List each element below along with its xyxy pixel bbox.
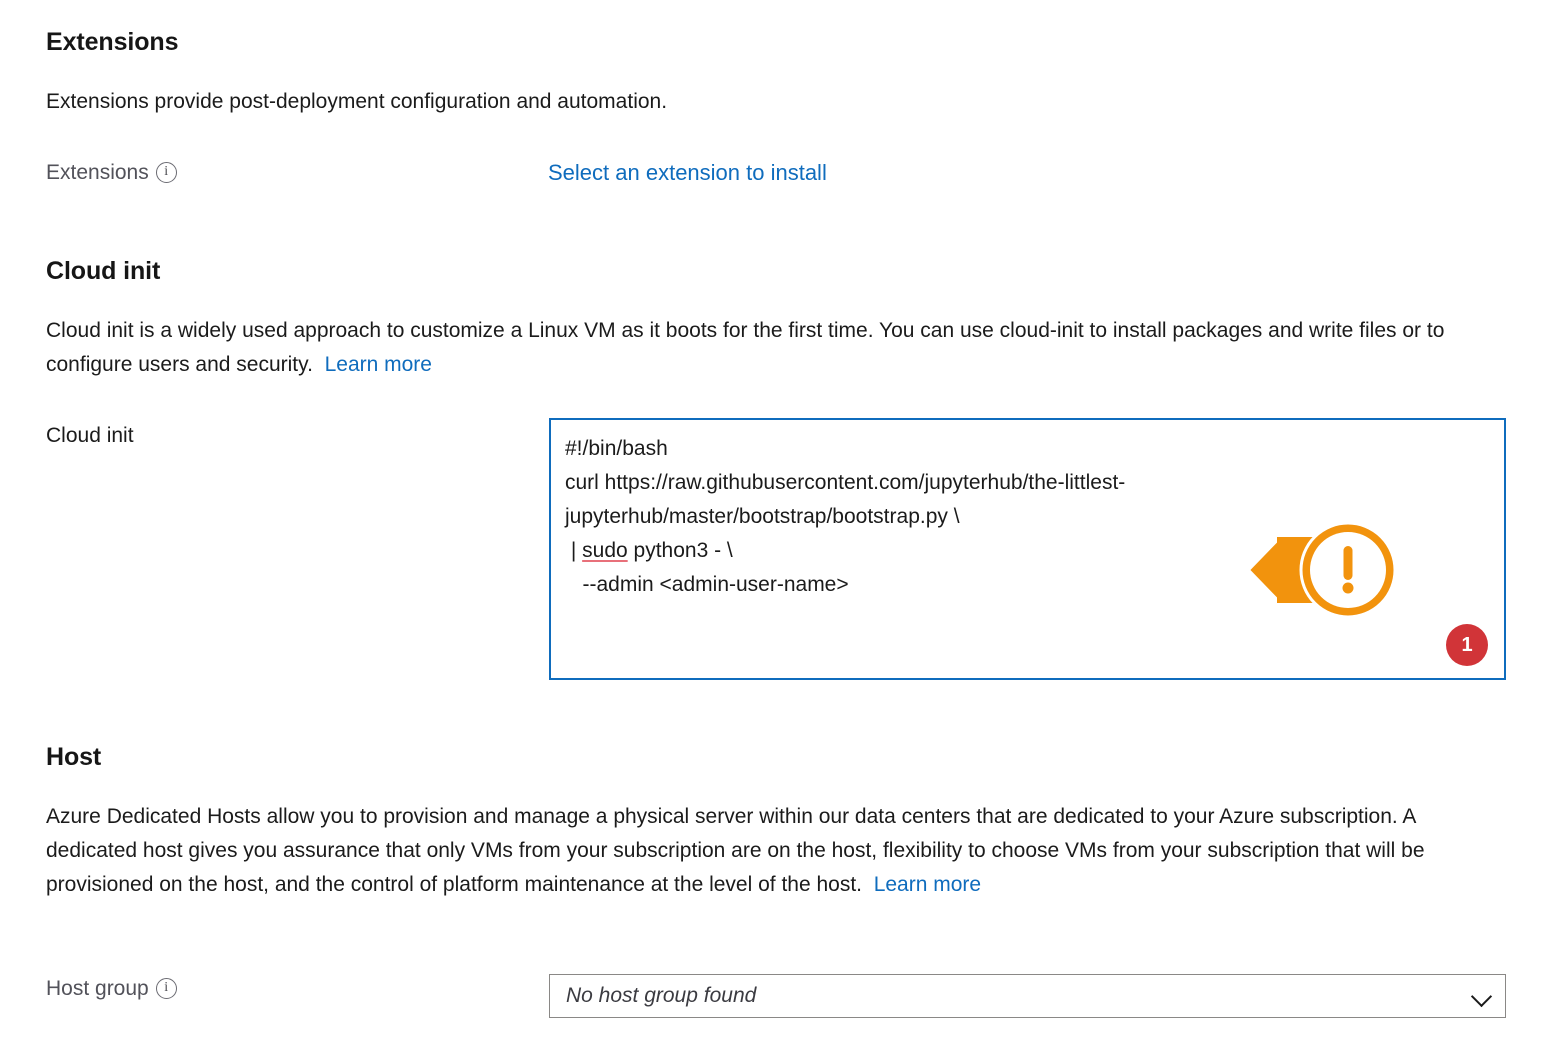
cloud-init-line-1: #!/bin/bash <box>565 437 668 460</box>
cloud-init-heading: Cloud init <box>46 257 161 285</box>
cloud-init-line-3-suffix: python3 - \ <box>627 539 733 563</box>
host-group-label: Host group <box>46 977 149 1000</box>
cloud-init-field-label: Cloud init <box>46 424 134 447</box>
cloud-init-line-3-prefix: | <box>565 539 583 563</box>
cloud-init-textarea[interactable] <box>549 418 1506 680</box>
cloud-init-description: Cloud init is a widely used approach to customize a Linux VM as it boots for the first time. You can use cloud-init to install packages and write files or to configure users and security. <box>46 319 1445 377</box>
cloud-init-misspelled-word: sudo <box>582 539 628 563</box>
info-icon[interactable] <box>156 162 177 183</box>
extensions-field-label-row <box>46 161 177 185</box>
host-learn-more-link[interactable]: Learn more <box>873 873 982 897</box>
extensions-heading: Extensions <box>46 28 179 56</box>
extensions-field-label: Extensions <box>46 161 149 184</box>
cloud-init-field-label-row <box>46 424 134 448</box>
host-group-field-label-row <box>46 977 177 1001</box>
cloud-init-line-4: --admin <admin-user-name> <box>565 573 849 597</box>
host-heading: Host <box>46 743 102 771</box>
host-description: Azure Dedicated Hosts allow you to provision and manage a physical server within our data centers that are dedicated to your Azure subscription. A dedicated host gives you assurance that only VMs from your subscription are on the host, flexibility to choose VMs from your subscription that will be provisioned on the host, and the control of platform maintenance at the level of the host. <box>46 805 1425 897</box>
cloud-init-text-content <box>565 432 1490 602</box>
host-description-block <box>46 800 1506 902</box>
cloud-init-learn-more-link[interactable]: Learn more <box>324 353 432 377</box>
cloud-init-description-block <box>46 314 1496 382</box>
host-group-selected-value: No host group found <box>566 984 757 1007</box>
cloud-init-line-2: curl https://raw.githubusercontent.com/jupyterhub/the-littlest-jupyterhub/master/bootstrap/bootstrap.py \ <box>565 471 1126 529</box>
info-icon[interactable] <box>156 978 177 999</box>
annotation-step-badge: 1 <box>1446 624 1488 666</box>
host-group-select[interactable] <box>549 974 1506 1018</box>
chevron-down-icon[interactable] <box>1471 985 1493 1007</box>
extensions-description: Extensions provide post-deployment configuration and automation. <box>46 90 668 113</box>
select-extension-link[interactable]: Select an extension to install <box>548 160 827 185</box>
